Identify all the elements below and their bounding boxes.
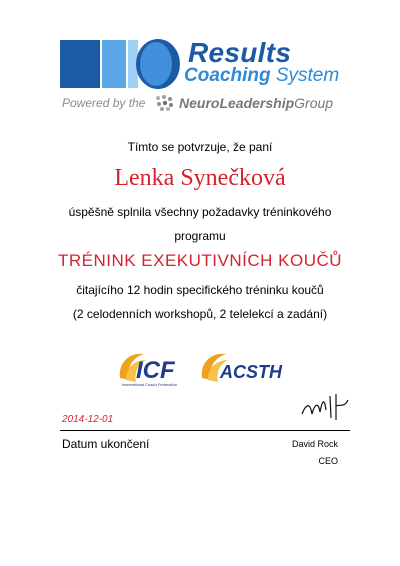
icf-logo-icon — [120, 354, 177, 387]
logo-brand-coaching-system — [184, 65, 339, 87]
recipient-name: Lenka Synečková — [114, 165, 286, 191]
signer-name: David Rock — [291, 439, 338, 449]
neuroleadership-dots-icon — [154, 94, 176, 112]
logo-brand-results: Results — [188, 37, 292, 68]
signature-icon — [300, 392, 350, 424]
logo-squares-icon — [60, 38, 180, 90]
icf-logo-text: ICF — [136, 357, 175, 384]
neuroleadership-text: NeuroLeadership — [179, 95, 295, 111]
confirmation-text: Tímto se potvrzuje, že paní — [127, 140, 273, 154]
acsth-logo-text: ACSTH — [220, 362, 282, 382]
hours-text: čitajícího 12 hodin specifického tréninku koučů — [76, 283, 324, 297]
fulfilled-text-line-2: programu — [174, 229, 226, 243]
fulfilled-text-line-1: úspěšně splnila všechny požadavky tréninkového — [68, 205, 332, 219]
results-coaching-system-logo — [60, 38, 350, 118]
signer-role: CEO — [318, 456, 338, 466]
powered-by-text: Powered by the — [62, 96, 146, 110]
program-title: TRÉNINK EXEKUTIVNÍCH KOUČŮ — [57, 251, 343, 270]
end-date-value: 2014-12-01 — [62, 414, 114, 425]
logo-brand-coaching: Coaching — [184, 65, 271, 86]
workshops-text: (2 celodenních workshopů, 2 telelekcí a zadání) — [72, 307, 328, 321]
group-text: Group — [294, 95, 334, 111]
accreditation-logos — [116, 348, 286, 390]
logo-brand-system: System — [270, 65, 340, 86]
acsth-logo-icon — [202, 354, 283, 382]
powered-by-line — [60, 94, 350, 114]
icf-logo-subtitle: International Coach Federation — [122, 382, 177, 387]
end-date-label: Datum ukončení — [62, 437, 150, 451]
signature-rule — [60, 430, 350, 431]
neuroleadership-group-text — [179, 94, 333, 112]
